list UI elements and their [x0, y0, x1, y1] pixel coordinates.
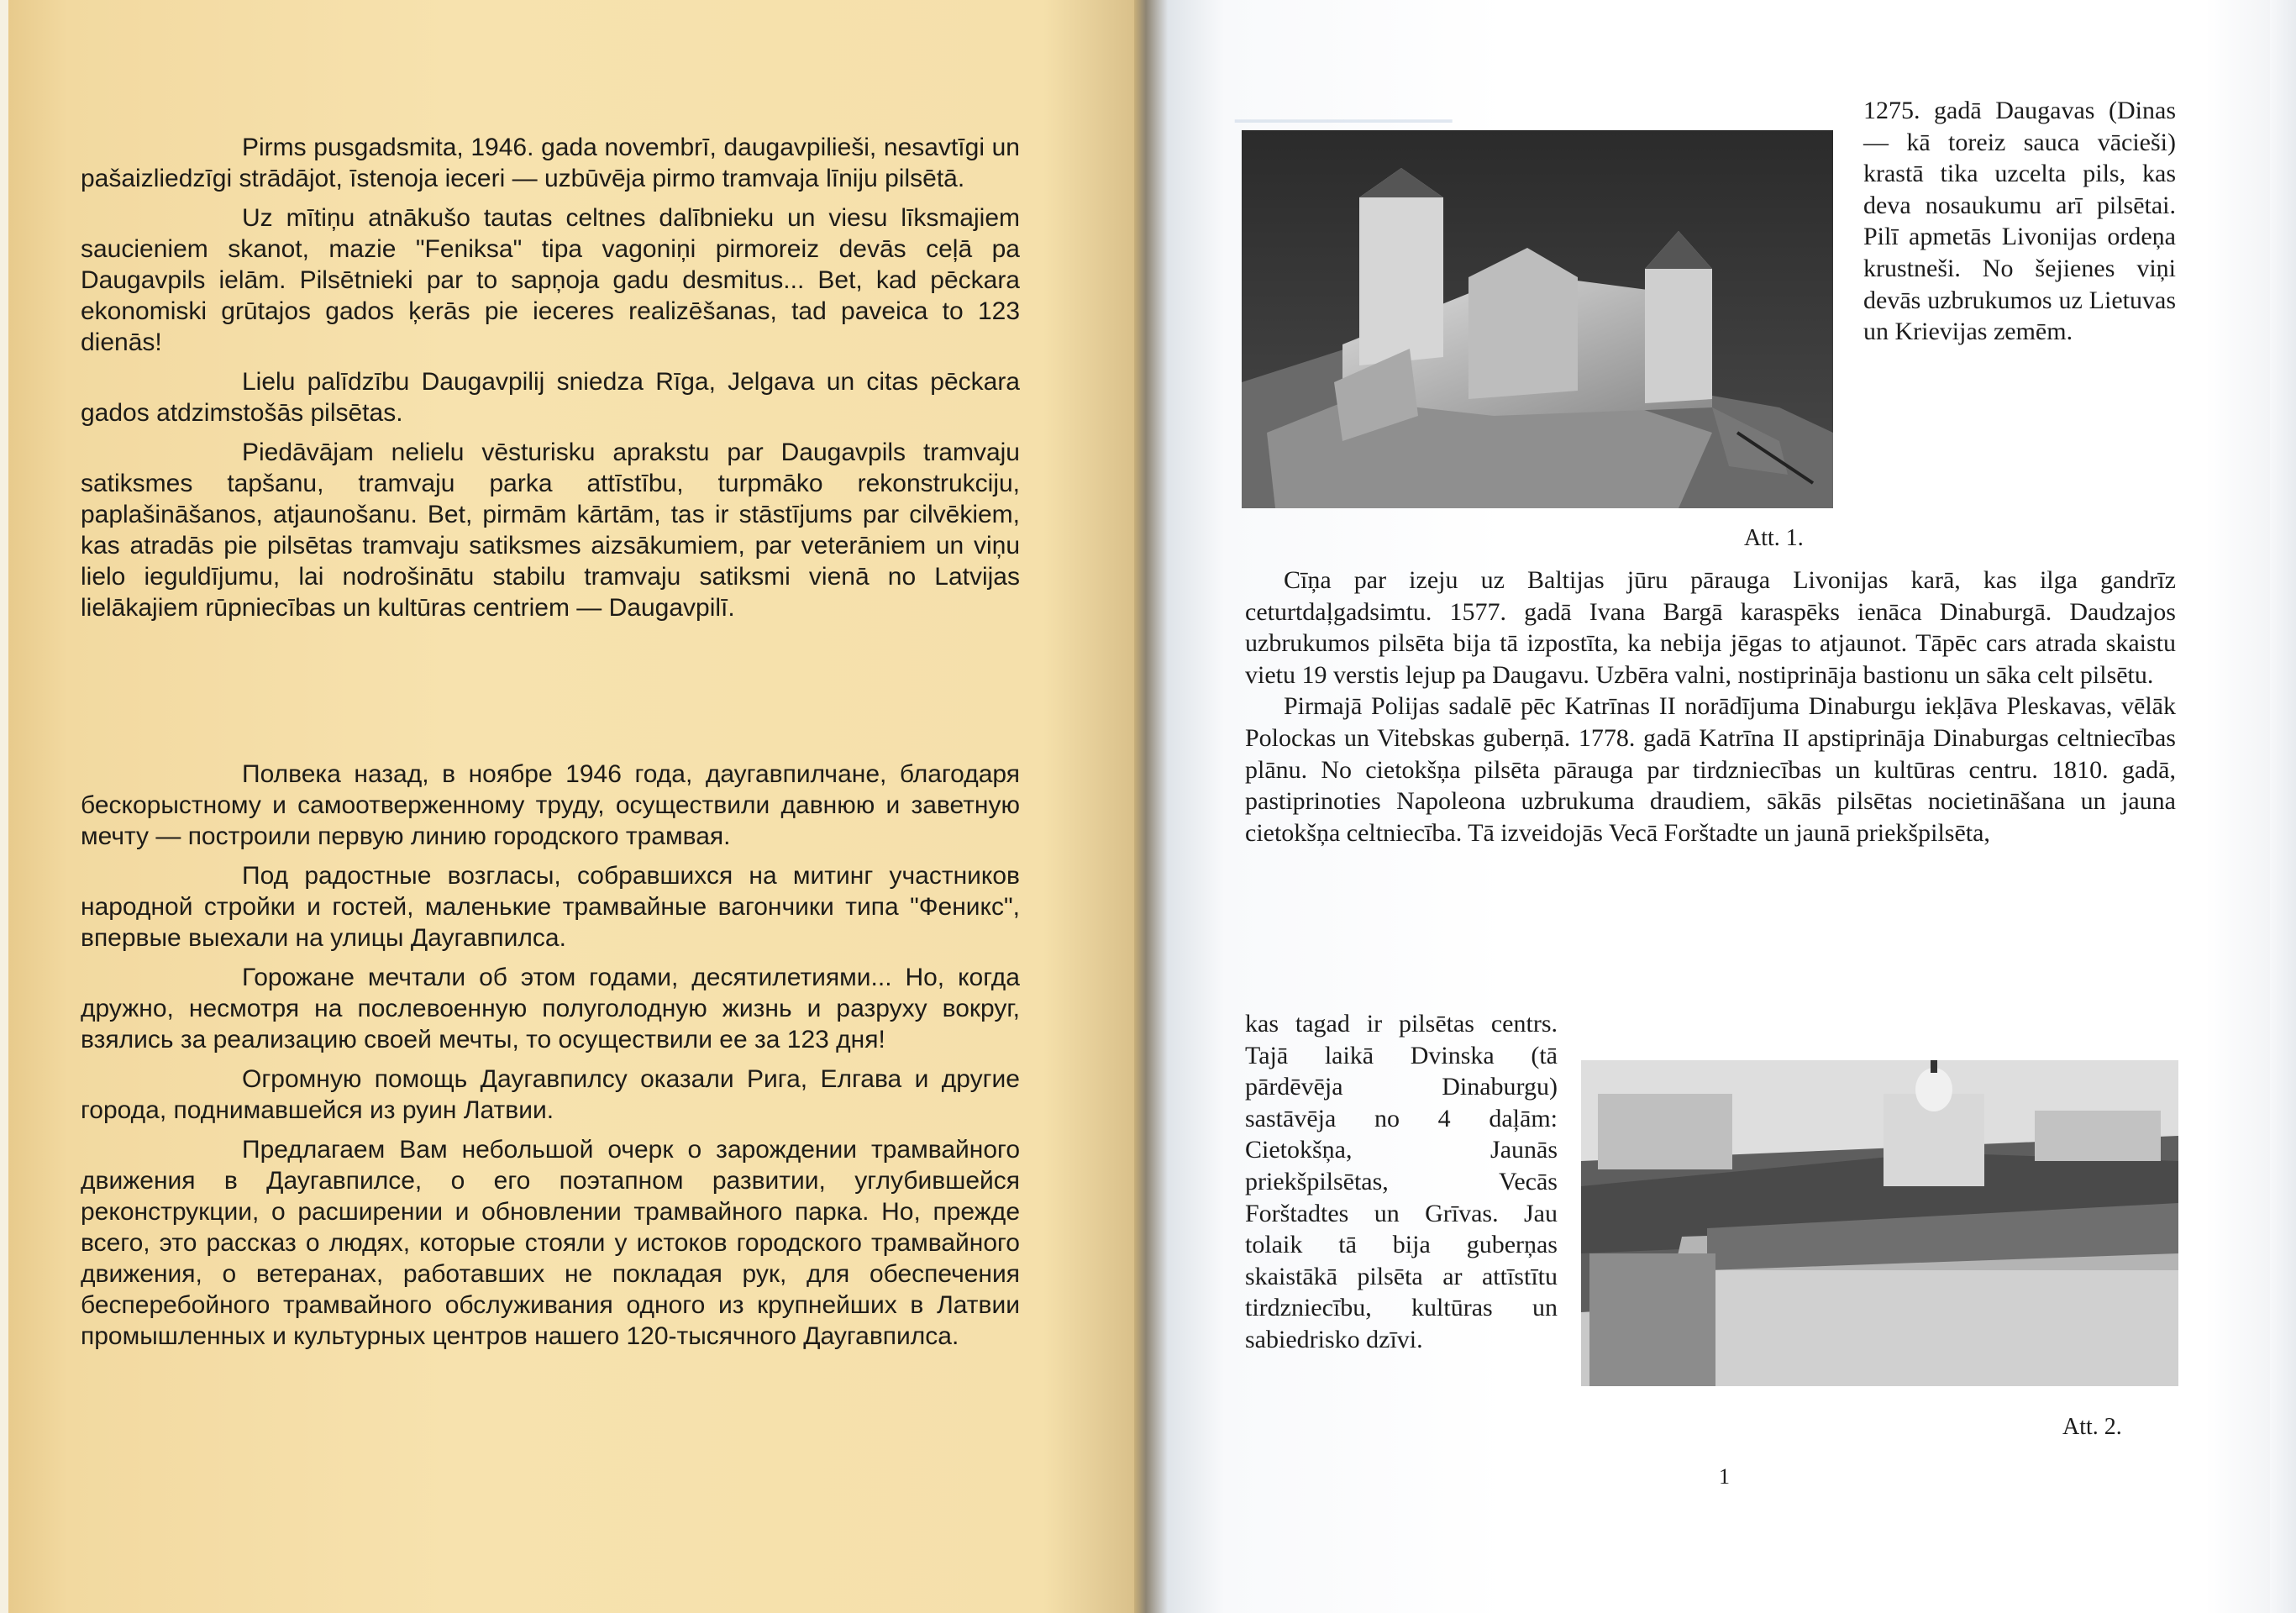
ru-paragraph: Горожане мечтали об этом годами, десятилетиями... Но, когда дружно, несмотря на послевоенную полуголодную жизнь и разруху вокруг, взялись за реализацию своей мечты, то осуществили ее за 123 дня! [81, 964, 1020, 1053]
history-paragraph-2: Pirmajā Polijas sadalē pēc Katrīnas II norādījuma Dinaburgu iekļāva Pleskavas, vēlāk Polockas un Vitebskas guberņā. 1778. gadā Katrīna II apstiprināja Dinaburgas celtniecības plānu. No cietokšņa pilsēta pārauga par tirdzniecības un kultūras centru. 1810. gadā, pastiprinoties Napoleona uzbrukuma draudiem, sākās pilsētas nocietināšana un jauna cietokšņa celtniecība. Tā izveidojās Vecā Forštadte un jaunā priekšpilsēta, [1245, 692, 2176, 847]
dvinsk-side-text [1245, 1008, 1558, 1356]
page-number: 1 [1719, 1464, 1730, 1489]
lv-paragraph: Lielu palīdzību Daugavpilij sniedza Rīga, Jelgava un citas pēckara gados atdzimstošās pilsētas. [81, 368, 1020, 427]
ru-paragraph: Предлагаем Вам небольшой очерк о зарождении трамвайного движения в Даугавпилсе, о его поэтапном развитии, углубившейся реконструкции, о расширении и обновлении трамвайного парка. Но, прежде всего, это рассказ о людях, которые стояли у истоков городского трамвайного движения, о ветеранах, работавших не покладая рук, для обеспечения бесперебойного трамвайного обслуживания одного из крупнейших в Латвии промышленных и культурных центров нашего 120-тысячного Даугавпилса. [81, 1136, 1020, 1350]
city-illustration [1581, 1060, 2178, 1386]
show-through: ▁▁▁▁▁▁▁▁▁▁▁▁▁▁ [1235, 101, 1453, 123]
figure-2-caption: Att. 2. [2062, 1414, 2122, 1440]
ru-paragraph: Полвека назад, в ноябре 1946 года, даугавпилчане, благодаря бескорыстному и самоотверженному труду, осуществили давнюю и заветную мечту — построили первую линию городского трамвая. [81, 760, 1020, 850]
lv-paragraph: Pirms pusgadsmita, 1946. gada novembrī, daugavpilieši, nesavtīgi un pašaizliedzīgi strādājot, īstenoja ieceri — uzbūvēja pirmo tramvaja līniju pilsētā. [81, 134, 1020, 192]
right-page-edge [2270, 0, 2296, 1613]
lv-paragraph: Uz mītiņu atnākušo tautas celtnes dalībnieku un viesu līksmajiem saucieniem skanot, mazie "Feniksa" tipa vagoniņi pirmoreiz devās ceļā pa Daugavpils ielām. Pilsētnieki par to sapņoja gadu desmitus... Bet, kad pēckara ekonomiski grūtajos gados ķerās pie ieceres realizēšanas, tad paveica to 123 dienās! [81, 204, 1020, 356]
side-column-2: kas tagad ir pilsētas centrs. Tajā laikā Dvinska (tā pārdēvēja Dinaburgu) sastāvēja no 4 daļām: Cietokšņa, Jaunās priekšpilsētas, Vecās Forštadtes un Grīvas. Jau tolaik tā bija guberņas skaistākā pilsēta ar attīstītu tirdzniecību, kultūras un sabiedrisko dzīvi. [1245, 1010, 1558, 1353]
side-column-1: 1275. gadā Daugavas (Dinas — kā toreiz sauca vācieši) krastā tika uzcelta pils, kas deva nosaukumu arī pilsētai. Pilī apmetās Livonijas ordeņa krustneši. No šejienes viņi devās uzbrukumos uz Lietuvas un Krievijas zemēm. [1863, 97, 2176, 346]
history-body [1245, 565, 2176, 849]
ru-paragraph: Под радостные возгласы, собравшихся на митинг участников народной стройки и гостей, маленькие трамвайные вагончики типа "Феникс", впервые выехали на улицы Даугавпилса. [81, 862, 1020, 952]
castle-side-text [1863, 95, 2176, 348]
book-gutter [1134, 0, 1168, 1613]
latvian-foreword [81, 132, 1020, 632]
figure-1-caption: Att. 1. [1744, 525, 1804, 551]
russian-foreword [81, 759, 1020, 1360]
left-page-edge [0, 0, 8, 1613]
lv-paragraph: Piedāvājam nelielu vēsturisku aprakstu par Daugavpils tramvaju satiksmes tapšanu, tramvaju parka attīstību, turpmāko rekonstrukciju, paplašināšanos, atjaunošanu. Bet, pirmām kārtām, tas ir stāstījums par cilvēkiem, kas atradās pie pilsētas tramvaju satiksmes aizsākumiem, par veterāniem un viņu lielo ieguldījumu, lai nodrošinātu stabilu tramvaju satiksmi vienā no Latvijas lielākajiem rūpniecības un kultūras centriem — Daugavpilī. [81, 439, 1020, 622]
ru-paragraph: Огромную помощь Даугавпилсу оказали Рига, Елгава и другие города, поднимавшейся из руин Латвии. [81, 1065, 1020, 1124]
castle-illustration [1242, 130, 1833, 508]
history-paragraph-1: Cīņa par izeju uz Baltijas jūru pārauga Livonijas karā, kas ilga gandrīz ceturtdaļgadsimtu. 1577. gadā Ivana Bargā karaspēks ienāca Dinaburgā. Daudzajos uzbrukumos pilsēta bija tā izpostīta, ka nebija jēgas to atjaunot. Tāpēc cars atrada skaistu vietu 19 verstis lejup pa Daugavu. Uzbēra valni, nostiprināja bastionu un sāka celt pilsētu. [1245, 566, 2176, 689]
city-view-photo [1581, 1060, 2178, 1386]
castle-model-photo [1242, 130, 1833, 508]
